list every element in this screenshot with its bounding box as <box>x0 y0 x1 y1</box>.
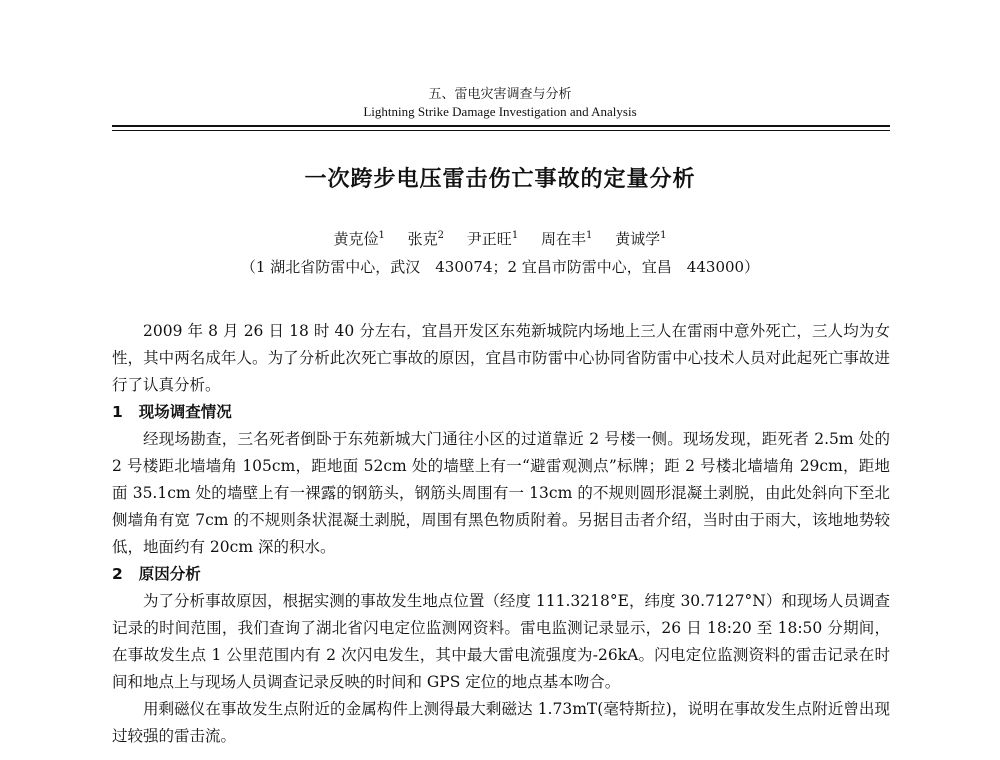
paragraph: 为了分析事故原因，根据实测的事故发生地点位置（经度 111.3218°E，纬度 30.7127°N）和现场人员调查记录的时间范围，我们查询了湖北省闪电定位监测网资料。雷电监测记录显示，26 日 18:20 至 18:50 分期间，在事故发生点 1 公里范围内有 2 次闪电发生，其中最大雷电流强度为-26kA。闪电定位监测资料的雷击记录在时间和地点上与现场人员调查记录反映的时间和 GPS 定位的地点基本吻合。 <box>112 592 890 691</box>
paragraph: 用剩磁仪在事故发生点附近的金属构件上测得最大剩磁达 1.73mT(毫特斯拉)，说明在事故发生点附近曾出现过较强的雷击流。 <box>112 700 890 745</box>
running-header <box>0 86 1000 120</box>
header-rule <box>112 125 890 127</box>
author: 黄诚学$^1$ <box>615 230 667 248</box>
author: 尹正旺$^1$ <box>466 230 519 248</box>
paragraph: 经现场勘查，三名死者倒卧于东苑新城大门通往小区的过道靠近 2 号楼一侧。现场发现，距死者 2.5m 处的 2 号楼距北墙墙角 105cm，距地面 52cm 处的墙壁上有一“避雷观测点”标牌；距 2 号楼北墙墙角 29cm，距地面 35.1cm 处的墙壁上有一裸露的钢筋头，钢筋头周围有一 13cm 的不规则圆形混凝土剥脱，由此处斜向下至北侧墙角有宽 7cm 的不规则条状混凝土剥脱，周围有黑色物质附着。另据目击者介绍，当时由于雨大，该地地势较低，地面约有 20cm 深的积水。 <box>112 430 890 556</box>
affiliation: （1 湖北省防雷中心，武汉 430074；2 宜昌市防雷中心，宜昌 443000） <box>240 258 760 276</box>
author: 周在丰$^1$ <box>540 230 593 248</box>
section-heading: 2 原因分析 <box>112 565 201 583</box>
header-rule-thin <box>112 130 890 131</box>
paper-body <box>112 318 890 750</box>
author-list <box>0 228 1000 249</box>
section-heading: 1 现场调查情况 <box>112 403 232 421</box>
author: 黄克俭$^1$ <box>333 230 385 248</box>
section-header-cn: 五、雷电灾害调查与分析 <box>428 87 572 102</box>
paper-title: 一次跨步电压雷击伤亡事故的定量分析 <box>304 167 696 192</box>
intro-paragraph: 2009 年 8 月 26 日 18 时 40 分左右，宜昌开发区东苑新城院内场地上三人在雷雨中意外死亡，三人均为女性，其中两名成年人。为了分析此次死亡事故的原因，宜昌市防雷中心协同省防雷中心技术人员对此起死亡事故进行了认真分析。 <box>112 322 890 394</box>
section-header-en: Lightning Strike Damage Investigation and Analysis <box>363 104 637 119</box>
author: 张克$^2$ <box>407 230 445 248</box>
